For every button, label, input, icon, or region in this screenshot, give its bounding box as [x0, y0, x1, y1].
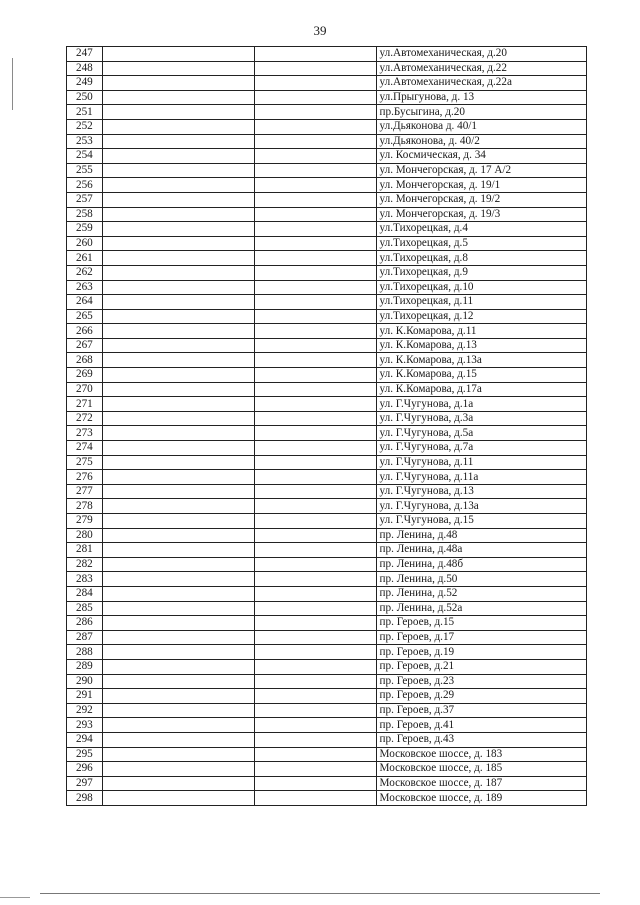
- empty-cell: [254, 630, 376, 645]
- address-cell: ул.Дьяконова д. 40/1: [376, 119, 586, 134]
- empty-cell: [254, 295, 376, 310]
- table-row: [67, 338, 587, 353]
- empty-cell: [102, 776, 254, 791]
- table-row: [67, 309, 587, 324]
- table-row: [67, 762, 587, 777]
- empty-cell: [254, 499, 376, 514]
- table-row: [67, 514, 587, 529]
- empty-cell: [254, 718, 376, 733]
- empty-cell: [254, 514, 376, 529]
- empty-cell: [254, 659, 376, 674]
- empty-cell: [254, 47, 376, 62]
- empty-cell: [102, 732, 254, 747]
- row-number: 266: [67, 324, 103, 339]
- table-row: [67, 76, 587, 91]
- row-number: 255: [67, 163, 103, 178]
- empty-cell: [102, 703, 254, 718]
- empty-cell: [102, 163, 254, 178]
- empty-cell: [102, 645, 254, 660]
- row-number: 257: [67, 192, 103, 207]
- address-cell: ул.Автомеханическая, д.22а: [376, 76, 586, 91]
- empty-cell: [254, 192, 376, 207]
- table-row: [67, 616, 587, 631]
- empty-cell: [102, 601, 254, 616]
- row-number: 271: [67, 397, 103, 412]
- table-row: [67, 499, 587, 514]
- row-number: 256: [67, 178, 103, 193]
- row-number: 265: [67, 309, 103, 324]
- empty-cell: [254, 689, 376, 704]
- row-number: 253: [67, 134, 103, 149]
- address-cell: ул. Космическая, д. 34: [376, 149, 586, 164]
- empty-cell: [254, 397, 376, 412]
- address-cell: ул. К.Комарова, д.17а: [376, 382, 586, 397]
- row-number: 254: [67, 149, 103, 164]
- empty-cell: [254, 280, 376, 295]
- address-cell: пр. Ленина, д.48а: [376, 543, 586, 558]
- row-number: 268: [67, 353, 103, 368]
- empty-cell: [102, 251, 254, 266]
- empty-cell: [102, 572, 254, 587]
- row-number: 251: [67, 105, 103, 120]
- table-row: [67, 324, 587, 339]
- empty-cell: [254, 426, 376, 441]
- empty-cell: [102, 90, 254, 105]
- table-row: [67, 791, 587, 806]
- table-row: [67, 543, 587, 558]
- address-cell: ул. К.Комарова, д.13а: [376, 353, 586, 368]
- empty-cell: [102, 324, 254, 339]
- address-cell: пр. Ленина, д.48б: [376, 557, 586, 572]
- empty-cell: [102, 718, 254, 733]
- row-number: 298: [67, 791, 103, 806]
- table-row: [67, 411, 587, 426]
- address-cell: ул. Г.Чугунова, д.7а: [376, 441, 586, 456]
- address-cell: пр. Героев, д.37: [376, 703, 586, 718]
- empty-cell: [254, 762, 376, 777]
- row-number: 291: [67, 689, 103, 704]
- address-cell: пр. Героев, д.15: [376, 616, 586, 631]
- address-cell: ул.Автомеханическая, д.22: [376, 61, 586, 76]
- table-row: [67, 776, 587, 791]
- table-row: [67, 484, 587, 499]
- row-number: 297: [67, 776, 103, 791]
- address-table-body: [67, 47, 587, 806]
- address-cell: ул. К.Комарова, д.15: [376, 368, 586, 383]
- table-row: [67, 441, 587, 456]
- row-number: 270: [67, 382, 103, 397]
- address-cell: пр. Ленина, д.52а: [376, 601, 586, 616]
- table-row: [67, 61, 587, 76]
- empty-cell: [254, 105, 376, 120]
- address-cell: ул. Мончегорская, д. 17 А/2: [376, 163, 586, 178]
- table-row: [67, 397, 587, 412]
- address-cell: ул. К.Комарова, д.13: [376, 338, 586, 353]
- empty-cell: [102, 222, 254, 237]
- empty-cell: [102, 105, 254, 120]
- empty-cell: [102, 762, 254, 777]
- empty-cell: [254, 470, 376, 485]
- row-number: 282: [67, 557, 103, 572]
- address-cell: ул. Г.Чугунова, д.15: [376, 514, 586, 529]
- row-number: 284: [67, 586, 103, 601]
- row-number: 250: [67, 90, 103, 105]
- row-number: 286: [67, 616, 103, 631]
- empty-cell: [102, 178, 254, 193]
- address-cell: ул. Мончегорская, д. 19/1: [376, 178, 586, 193]
- table-row: [67, 630, 587, 645]
- empty-cell: [102, 499, 254, 514]
- table-row: [67, 455, 587, 470]
- address-cell: ул.Тихорецкая, д.5: [376, 236, 586, 251]
- row-number: 262: [67, 265, 103, 280]
- row-number: 249: [67, 76, 103, 91]
- empty-cell: [254, 484, 376, 499]
- row-number: 247: [67, 47, 103, 62]
- empty-cell: [254, 90, 376, 105]
- empty-cell: [254, 616, 376, 631]
- address-cell: ул.Автомеханическая, д.20: [376, 47, 586, 62]
- table-row: [67, 586, 587, 601]
- page-number: 39: [313, 23, 327, 38]
- empty-cell: [102, 338, 254, 353]
- footer-rule-short: [0, 897, 30, 898]
- row-number: 258: [67, 207, 103, 222]
- empty-cell: [254, 543, 376, 558]
- row-number: 248: [67, 61, 103, 76]
- address-cell: ул. К.Комарова, д.11: [376, 324, 586, 339]
- empty-cell: [254, 441, 376, 456]
- row-number: 252: [67, 119, 103, 134]
- table-row: [67, 134, 587, 149]
- table-row: [67, 163, 587, 178]
- address-cell: ул.Тихорецкая, д.12: [376, 309, 586, 324]
- empty-cell: [254, 528, 376, 543]
- address-cell: ул. Мончегорская, д. 19/2: [376, 192, 586, 207]
- address-cell: ул. Мончегорская, д. 19/3: [376, 207, 586, 222]
- empty-cell: [254, 236, 376, 251]
- empty-cell: [254, 674, 376, 689]
- row-number: 292: [67, 703, 103, 718]
- empty-cell: [102, 207, 254, 222]
- empty-cell: [254, 265, 376, 280]
- empty-cell: [102, 149, 254, 164]
- address-cell: ул. Г.Чугунова, д.11а: [376, 470, 586, 485]
- empty-cell: [102, 791, 254, 806]
- address-cell: ул.Тихорецкая, д.10: [376, 280, 586, 295]
- row-number: 289: [67, 659, 103, 674]
- table-row: [67, 528, 587, 543]
- empty-cell: [102, 119, 254, 134]
- empty-cell: [254, 747, 376, 762]
- address-cell: пр. Героев, д.19: [376, 645, 586, 660]
- table-row: [67, 119, 587, 134]
- empty-cell: [102, 674, 254, 689]
- row-number: 273: [67, 426, 103, 441]
- address-cell: ул. Г.Чугунова, д.3а: [376, 411, 586, 426]
- table-row: [67, 718, 587, 733]
- row-number: 272: [67, 411, 103, 426]
- empty-cell: [102, 543, 254, 558]
- table-row: [67, 382, 587, 397]
- empty-cell: [254, 338, 376, 353]
- row-number: 285: [67, 601, 103, 616]
- empty-cell: [102, 134, 254, 149]
- empty-cell: [102, 382, 254, 397]
- row-number: 267: [67, 338, 103, 353]
- address-cell: ул.Тихорецкая, д.9: [376, 265, 586, 280]
- table-row: [67, 280, 587, 295]
- empty-cell: [102, 192, 254, 207]
- table-row: [67, 601, 587, 616]
- address-cell: ул. Г.Чугунова, д.1а: [376, 397, 586, 412]
- empty-cell: [102, 426, 254, 441]
- table-row: [67, 368, 587, 383]
- empty-cell: [254, 557, 376, 572]
- empty-cell: [102, 76, 254, 91]
- table-row: [67, 178, 587, 193]
- address-cell: ул.Прыгунова, д. 13: [376, 90, 586, 105]
- row-number: 293: [67, 718, 103, 733]
- empty-cell: [254, 353, 376, 368]
- empty-cell: [102, 514, 254, 529]
- table-row: [67, 353, 587, 368]
- table-row: [67, 192, 587, 207]
- empty-cell: [254, 163, 376, 178]
- table-row: [67, 732, 587, 747]
- empty-cell: [254, 601, 376, 616]
- table-row: [67, 470, 587, 485]
- empty-cell: [102, 630, 254, 645]
- row-number: 275: [67, 455, 103, 470]
- empty-cell: [254, 149, 376, 164]
- row-number: 274: [67, 441, 103, 456]
- row-number: 269: [67, 368, 103, 383]
- empty-cell: [102, 397, 254, 412]
- table-row: [67, 747, 587, 762]
- row-number: 279: [67, 514, 103, 529]
- table-row: [67, 426, 587, 441]
- empty-cell: [254, 586, 376, 601]
- empty-cell: [254, 645, 376, 660]
- row-number: 260: [67, 236, 103, 251]
- empty-cell: [254, 368, 376, 383]
- address-cell: ул.Тихорецкая, д.8: [376, 251, 586, 266]
- empty-cell: [102, 236, 254, 251]
- empty-cell: [254, 178, 376, 193]
- table-row: [67, 236, 587, 251]
- row-number: 280: [67, 528, 103, 543]
- table-row: [67, 689, 587, 704]
- table-row: [67, 222, 587, 237]
- table-row: [67, 645, 587, 660]
- empty-cell: [254, 776, 376, 791]
- address-cell: ул. Г.Чугунова, д.5а: [376, 426, 586, 441]
- address-cell: ул. Г.Чугунова, д.11: [376, 455, 586, 470]
- table-row: [67, 703, 587, 718]
- empty-cell: [102, 470, 254, 485]
- table-row: [67, 207, 587, 222]
- address-cell: пр. Героев, д.43: [376, 732, 586, 747]
- row-number: 276: [67, 470, 103, 485]
- empty-cell: [254, 222, 376, 237]
- row-number: 287: [67, 630, 103, 645]
- empty-cell: [254, 455, 376, 470]
- table-row: [67, 47, 587, 62]
- table-row: [67, 105, 587, 120]
- address-table: [66, 46, 587, 806]
- empty-cell: [102, 528, 254, 543]
- row-number: 288: [67, 645, 103, 660]
- table-row: [67, 265, 587, 280]
- row-number: 283: [67, 572, 103, 587]
- empty-cell: [254, 119, 376, 134]
- empty-cell: [102, 265, 254, 280]
- empty-cell: [102, 689, 254, 704]
- row-number: 281: [67, 543, 103, 558]
- row-number: 261: [67, 251, 103, 266]
- empty-cell: [254, 382, 376, 397]
- empty-cell: [102, 280, 254, 295]
- empty-cell: [102, 455, 254, 470]
- empty-cell: [254, 791, 376, 806]
- empty-cell: [102, 616, 254, 631]
- empty-cell: [102, 557, 254, 572]
- table-row: [67, 251, 587, 266]
- address-cell: Московское шоссе, д. 189: [376, 791, 586, 806]
- row-number: 296: [67, 762, 103, 777]
- address-cell: пр. Героев, д.23: [376, 674, 586, 689]
- table-row: [67, 572, 587, 587]
- empty-cell: [102, 747, 254, 762]
- empty-cell: [102, 47, 254, 62]
- empty-cell: [254, 309, 376, 324]
- address-cell: ул.Тихорецкая, д.11: [376, 295, 586, 310]
- table-row: [67, 674, 587, 689]
- address-cell: пр. Героев, д.21: [376, 659, 586, 674]
- empty-cell: [102, 353, 254, 368]
- row-number: 290: [67, 674, 103, 689]
- empty-cell: [254, 207, 376, 222]
- address-cell: пр. Героев, д.29: [376, 689, 586, 704]
- empty-cell: [254, 703, 376, 718]
- address-cell: пр. Ленина, д.52: [376, 586, 586, 601]
- empty-cell: [102, 411, 254, 426]
- address-cell: пр.Бусыгина, д.20: [376, 105, 586, 120]
- row-number: 294: [67, 732, 103, 747]
- empty-cell: [254, 572, 376, 587]
- empty-cell: [102, 484, 254, 499]
- empty-cell: [254, 411, 376, 426]
- empty-cell: [102, 659, 254, 674]
- table-row: [67, 659, 587, 674]
- address-cell: пр. Ленина, д.50: [376, 572, 586, 587]
- footer-rule: [40, 893, 600, 894]
- empty-cell: [102, 368, 254, 383]
- empty-cell: [102, 61, 254, 76]
- empty-cell: [254, 76, 376, 91]
- address-cell: Московское шоссе, д. 185: [376, 762, 586, 777]
- row-number: 295: [67, 747, 103, 762]
- address-cell: Московское шоссе, д. 183: [376, 747, 586, 762]
- table-row: [67, 557, 587, 572]
- address-cell: ул. Г.Чугунова, д.13а: [376, 499, 586, 514]
- row-number: 264: [67, 295, 103, 310]
- empty-cell: [254, 134, 376, 149]
- empty-cell: [102, 309, 254, 324]
- row-number: 263: [67, 280, 103, 295]
- address-cell: ул. Г.Чугунова, д.13: [376, 484, 586, 499]
- empty-cell: [254, 324, 376, 339]
- address-cell: ул.Дьяконова, д. 40/2: [376, 134, 586, 149]
- address-cell: пр. Героев, д.41: [376, 718, 586, 733]
- table-row: [67, 149, 587, 164]
- empty-cell: [254, 251, 376, 266]
- empty-cell: [254, 61, 376, 76]
- table-row: [67, 90, 587, 105]
- row-number: 278: [67, 499, 103, 514]
- address-cell: пр. Героев, д.17: [376, 630, 586, 645]
- empty-cell: [102, 295, 254, 310]
- address-cell: пр. Ленина, д.48: [376, 528, 586, 543]
- empty-cell: [102, 586, 254, 601]
- row-number: 277: [67, 484, 103, 499]
- address-cell: Московское шоссе, д. 187: [376, 776, 586, 791]
- empty-cell: [102, 441, 254, 456]
- address-cell: ул.Тихорецкая, д.4: [376, 222, 586, 237]
- margin-mark: [12, 58, 13, 110]
- table-row: [67, 295, 587, 310]
- empty-cell: [254, 732, 376, 747]
- row-number: 259: [67, 222, 103, 237]
